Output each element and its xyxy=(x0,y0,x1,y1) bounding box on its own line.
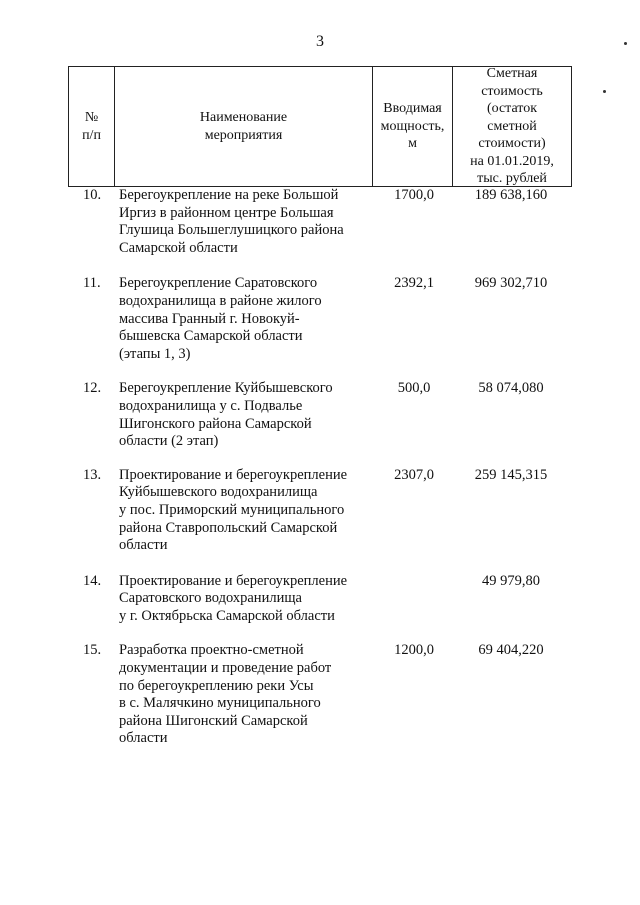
scan-speck xyxy=(624,42,627,45)
row-name: Берегоукрепление Саратовского водохранилища в районе жилого массива Гранный г. Новокуй- бышевска Самарской области (этапы 1, 3) xyxy=(119,275,322,362)
row-number: 15. xyxy=(83,642,102,659)
table-row xyxy=(68,275,572,363)
row-name: Разработка проектно-сметной документации и проведение работ по берегоукреплению реки Усы в с. Малячкино муниципального района Шигонский Самарской области xyxy=(119,642,332,747)
row-number: 11. xyxy=(83,275,101,292)
row-name: Проектирование и берегоукрепление Куйбышевского водохранилища у пос. Приморский муниципального района Ставропольский Самарской области xyxy=(119,466,348,554)
row-number: 14. xyxy=(83,572,102,589)
row-power: 1200,0 xyxy=(394,642,434,659)
header-cost xyxy=(453,67,571,186)
row-number: 10. xyxy=(83,187,102,203)
row-cost: 969 302,710 xyxy=(474,275,548,292)
header-power-label: Вводимая мощность, м xyxy=(380,101,445,152)
table-row xyxy=(68,467,572,555)
row-cost: 189 638,160 xyxy=(474,187,548,203)
header-power xyxy=(373,67,453,186)
table-row xyxy=(68,573,572,626)
row-power: 500,0 xyxy=(397,380,431,397)
table-body xyxy=(68,187,572,748)
header-number-label: № п/п xyxy=(82,110,101,143)
row-power: 1700,0 xyxy=(394,187,434,203)
row-name: Берегоукрепление Куйбышевского водохранилища у с. Подвалье Шигонского района Самарской области (2 этап) xyxy=(119,380,333,450)
page-number: 3 xyxy=(316,33,324,50)
row-number: 12. xyxy=(83,380,102,397)
row-power: 2307,0 xyxy=(394,466,434,483)
header-cost-label: Сметная стоимость (остаток сметной стоимости) на 01.01.2019, тыс. рублей xyxy=(470,66,554,187)
header-number xyxy=(69,67,115,186)
row-power: 2392,1 xyxy=(394,275,434,292)
header-name-label: Наименование мероприятия xyxy=(199,110,288,143)
scan-speck xyxy=(603,90,606,93)
row-cost: 259 145,315 xyxy=(474,466,548,483)
row-name: Проектирование и берегоукрепление Саратовского водохранилища у г. Октябрьска Самарской области xyxy=(119,572,348,624)
row-cost: 58 074,080 xyxy=(478,380,544,397)
table-row xyxy=(68,642,572,748)
table-row xyxy=(68,380,572,450)
row-cost: 69 404,220 xyxy=(478,642,544,659)
table-header xyxy=(68,66,572,187)
table-row xyxy=(68,187,572,257)
row-number: 13. xyxy=(83,466,102,483)
row-name: Берегоукрепление на реке Большой Иргиз в районном центре Большая Глушица Большеглушицкого района Самарской области xyxy=(119,187,344,256)
row-cost: 49 979,80 xyxy=(482,572,540,589)
header-name xyxy=(115,67,373,186)
